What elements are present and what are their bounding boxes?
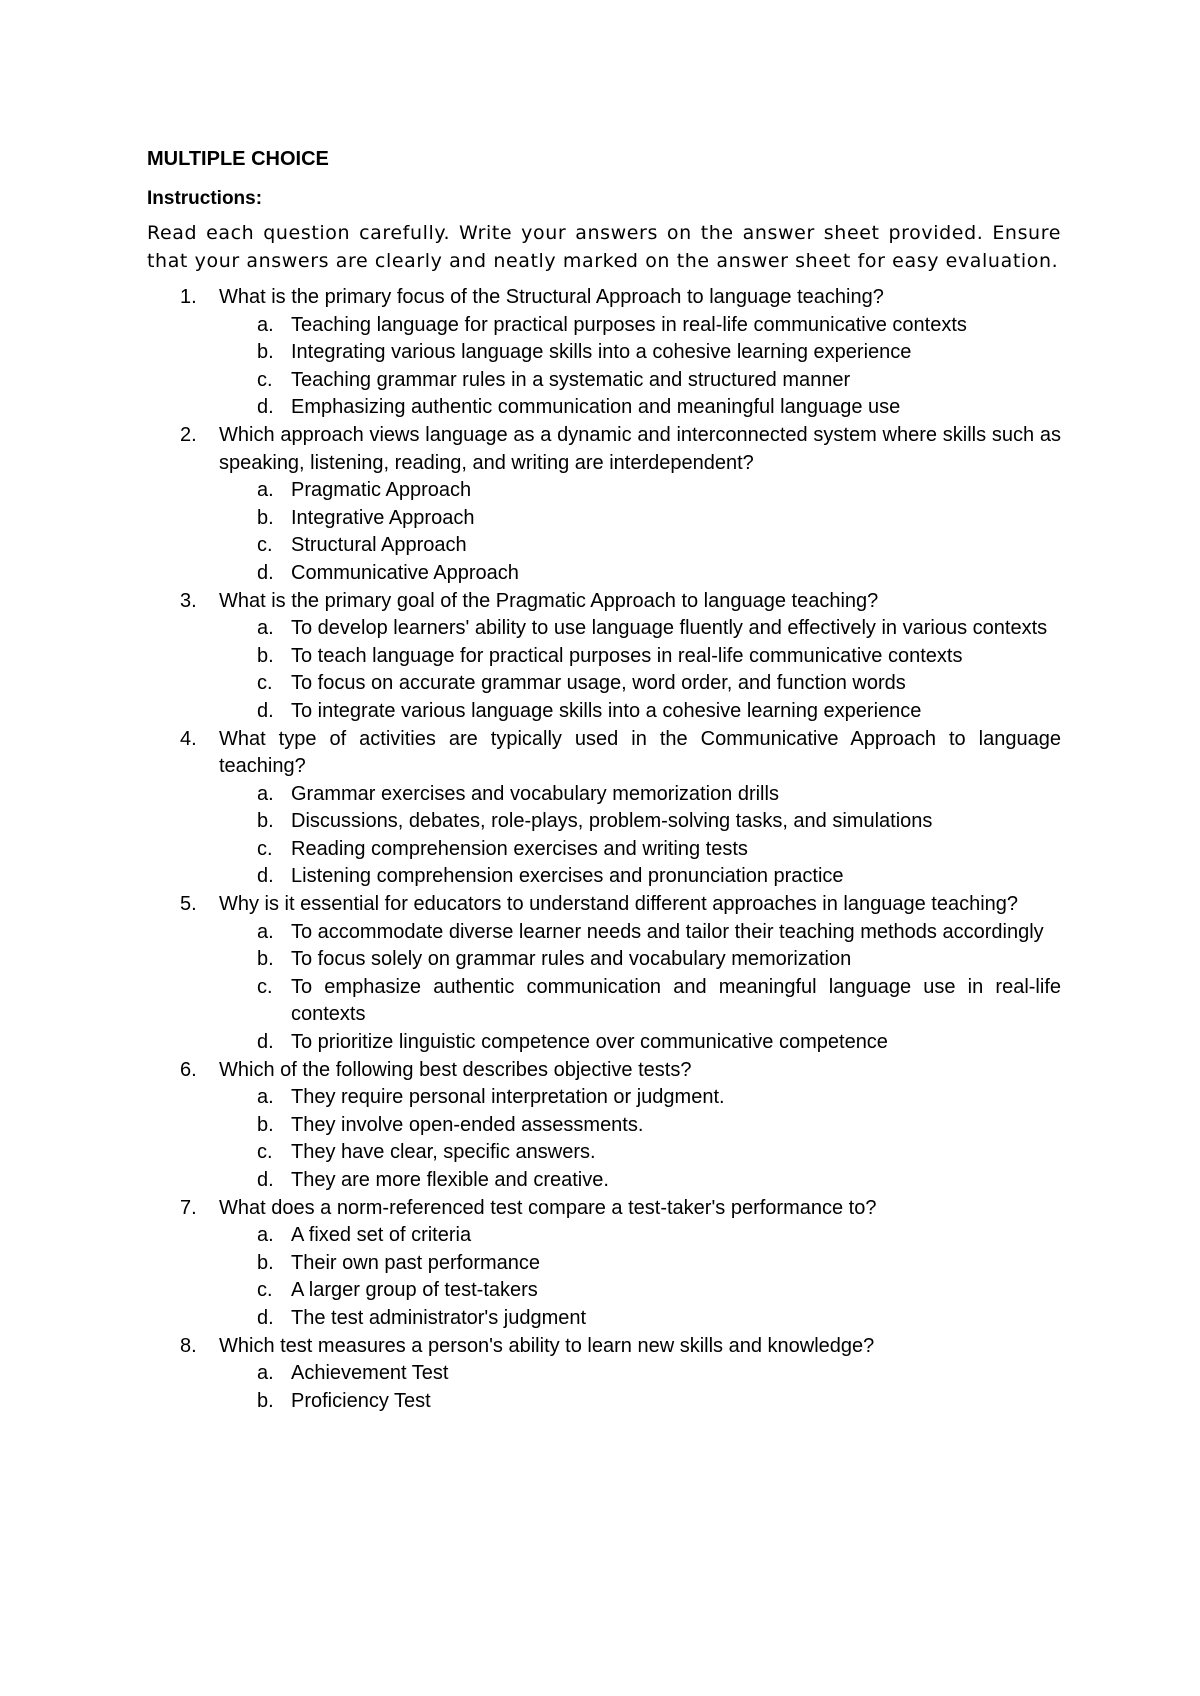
answer-option bbox=[219, 615, 1061, 643]
answer-option bbox=[219, 532, 1061, 560]
option-text: Structural Approach bbox=[291, 534, 467, 557]
answer-option bbox=[219, 1305, 1061, 1333]
answer-option bbox=[219, 1250, 1061, 1278]
option-list bbox=[219, 919, 1061, 1057]
option-letter: a. bbox=[257, 1224, 274, 1247]
option-text: They involve open-ended assessments. bbox=[291, 1113, 644, 1136]
option-list bbox=[219, 615, 1061, 725]
answer-option bbox=[219, 836, 1061, 864]
answer-option bbox=[219, 1139, 1061, 1167]
answer-option bbox=[219, 1029, 1061, 1057]
option-letter: c. bbox=[257, 1279, 273, 1302]
option-text: They are more flexible and creative. bbox=[291, 1169, 609, 1191]
option-text: Discussions, debates, role-plays, problem-solving tasks, and simulations bbox=[291, 810, 933, 833]
option-text: Their own past performance bbox=[291, 1251, 541, 1274]
option-text: To focus on accurate grammar usage, word order, and function words bbox=[291, 672, 906, 695]
option-list bbox=[219, 477, 1061, 587]
option-text: Listening comprehension exercises and pronunciation practice bbox=[291, 865, 844, 888]
option-text: Pragmatic Approach bbox=[291, 479, 472, 502]
answer-option bbox=[219, 698, 1061, 726]
document-page bbox=[147, 146, 1061, 1415]
option-list bbox=[219, 312, 1061, 422]
answer-option bbox=[219, 919, 1061, 947]
question-number: 5. bbox=[180, 893, 197, 916]
answer-option bbox=[219, 863, 1061, 891]
option-text: Proficiency Test bbox=[291, 1389, 431, 1412]
option-text: Achievement Test bbox=[291, 1362, 449, 1385]
question-text: Why is it essential for educators to understand different approaches in language teaching? bbox=[219, 893, 1019, 916]
option-letter: d. bbox=[257, 1031, 274, 1054]
answer-option bbox=[219, 394, 1061, 422]
option-letter: d. bbox=[257, 865, 274, 888]
instructions-text: Read each question carefully. Write your answers on the answer sheet provided. Ensure that your answers are clearly and neatly marked on the answer sheet for easy evaluation. bbox=[147, 222, 1061, 272]
option-letter: d. bbox=[257, 1169, 274, 1191]
option-text: A larger group of test-takers bbox=[291, 1279, 538, 1302]
question-number: 4. bbox=[180, 727, 197, 750]
option-letter: c. bbox=[257, 534, 273, 557]
option-letter: b. bbox=[257, 1251, 274, 1274]
option-text: To develop learners' ability to use language fluently and effectively in various contexts bbox=[291, 617, 1048, 640]
option-letter: a. bbox=[257, 1086, 274, 1109]
question-text: Which test measures a person's ability to learn new skills and knowledge? bbox=[219, 1334, 875, 1357]
option-letter: d. bbox=[257, 561, 274, 584]
option-letter: b. bbox=[257, 506, 274, 529]
question-number: 7. bbox=[180, 1196, 197, 1219]
option-text: The test administrator's judgment bbox=[291, 1306, 587, 1329]
answer-option bbox=[219, 1167, 1061, 1195]
option-list bbox=[219, 1360, 1061, 1415]
question-number: 3. bbox=[180, 589, 197, 612]
answer-option bbox=[219, 1388, 1061, 1416]
question-list bbox=[147, 284, 1061, 1415]
option-letter: a. bbox=[257, 313, 274, 336]
answer-option bbox=[219, 312, 1061, 340]
page-title: MULTIPLE CHOICE bbox=[147, 148, 329, 170]
question-item bbox=[147, 422, 1061, 588]
answer-option bbox=[219, 1360, 1061, 1388]
option-text: To prioritize linguistic competence over communicative competence bbox=[291, 1031, 888, 1054]
option-letter: c. bbox=[257, 1141, 273, 1164]
option-letter: a. bbox=[257, 617, 274, 640]
question-text: Which approach views language as a dynamic and interconnected system where skills such as speaking, listening, reading, and writing are interdependent? bbox=[219, 423, 1061, 474]
option-text: Reading comprehension exercises and writing tests bbox=[291, 837, 748, 860]
option-letter: d. bbox=[257, 396, 274, 419]
option-text: A fixed set of criteria bbox=[291, 1224, 472, 1247]
question-item bbox=[147, 1057, 1061, 1195]
question-number: 2. bbox=[180, 423, 197, 446]
option-text: To emphasize authentic communication and meaningful language use in real-life contexts bbox=[291, 975, 1061, 1026]
option-letter: d. bbox=[257, 1306, 274, 1329]
option-text: Integrating various language skills into a cohesive learning experience bbox=[291, 341, 912, 364]
option-list bbox=[219, 1084, 1061, 1194]
question-number: 1. bbox=[180, 286, 197, 308]
answer-option bbox=[219, 670, 1061, 698]
question-item bbox=[147, 588, 1061, 726]
question-text: Which of the following best describes objective tests? bbox=[219, 1058, 692, 1081]
option-text: Teaching language for practical purposes in real-life communicative contexts bbox=[291, 313, 967, 336]
option-letter: a. bbox=[257, 782, 274, 805]
answer-option bbox=[219, 1112, 1061, 1140]
question-text: What is the primary goal of the Pragmatic Approach to language teaching? bbox=[219, 589, 879, 612]
answer-option bbox=[219, 477, 1061, 505]
question-text: What type of activities are typically used in the Communicative Approach to language teaching? bbox=[219, 727, 1061, 778]
option-text: Communicative Approach bbox=[291, 561, 519, 584]
option-text: Grammar exercises and vocabulary memorization drills bbox=[291, 782, 779, 805]
option-letter: b. bbox=[257, 644, 274, 667]
option-text: To focus solely on grammar rules and vocabulary memorization bbox=[291, 948, 852, 971]
option-list bbox=[219, 781, 1061, 891]
answer-option bbox=[219, 808, 1061, 836]
option-letter: b. bbox=[257, 810, 274, 833]
option-letter: b. bbox=[257, 948, 274, 971]
option-letter: a. bbox=[257, 920, 274, 943]
answer-option bbox=[219, 505, 1061, 533]
option-letter: a. bbox=[257, 1362, 274, 1385]
question-item bbox=[147, 284, 1061, 422]
question-text: What does a norm-referenced test compare a test-taker's performance to? bbox=[219, 1196, 877, 1219]
option-text: Teaching grammar rules in a systematic and structured manner bbox=[291, 368, 851, 391]
option-letter: c. bbox=[257, 672, 273, 695]
question-item bbox=[147, 891, 1061, 1057]
option-letter: c. bbox=[257, 837, 273, 860]
option-letter: b. bbox=[257, 341, 274, 364]
option-list bbox=[219, 1222, 1061, 1332]
option-letter: a. bbox=[257, 479, 274, 502]
answer-option bbox=[219, 781, 1061, 809]
option-text: To accommodate diverse learner needs and tailor their teaching methods accordingly bbox=[291, 920, 1044, 943]
option-text: Emphasizing authentic communication and meaningful language use bbox=[291, 396, 901, 419]
question-number: 8. bbox=[180, 1334, 197, 1357]
answer-option bbox=[219, 1222, 1061, 1250]
option-text: To integrate various language skills into a cohesive learning experience bbox=[291, 699, 922, 722]
answer-option bbox=[219, 974, 1061, 1029]
option-text: To teach language for practical purposes in real-life communicative contexts bbox=[291, 644, 963, 667]
question-number: 6. bbox=[180, 1058, 197, 1081]
answer-option bbox=[219, 946, 1061, 974]
option-letter: d. bbox=[257, 699, 274, 722]
answer-option bbox=[219, 1277, 1061, 1305]
answer-option bbox=[219, 339, 1061, 367]
option-letter: c. bbox=[257, 975, 273, 998]
answer-option bbox=[219, 367, 1061, 395]
instructions-label: Instructions: bbox=[147, 188, 263, 209]
option-letter: b. bbox=[257, 1113, 274, 1136]
question-item bbox=[147, 1195, 1061, 1333]
answer-option bbox=[219, 1084, 1061, 1112]
question-item bbox=[147, 1333, 1061, 1416]
option-text: They have clear, specific answers. bbox=[291, 1141, 596, 1164]
answer-option bbox=[219, 560, 1061, 588]
option-letter: c. bbox=[257, 368, 273, 391]
question-item bbox=[147, 726, 1061, 892]
question-text: What is the primary focus of the Structural Approach to language teaching? bbox=[219, 286, 884, 308]
option-letter: b. bbox=[257, 1389, 274, 1412]
answer-option bbox=[219, 643, 1061, 671]
option-text: They require personal interpretation or judgment. bbox=[291, 1086, 725, 1109]
option-text: Integrative Approach bbox=[291, 506, 475, 529]
